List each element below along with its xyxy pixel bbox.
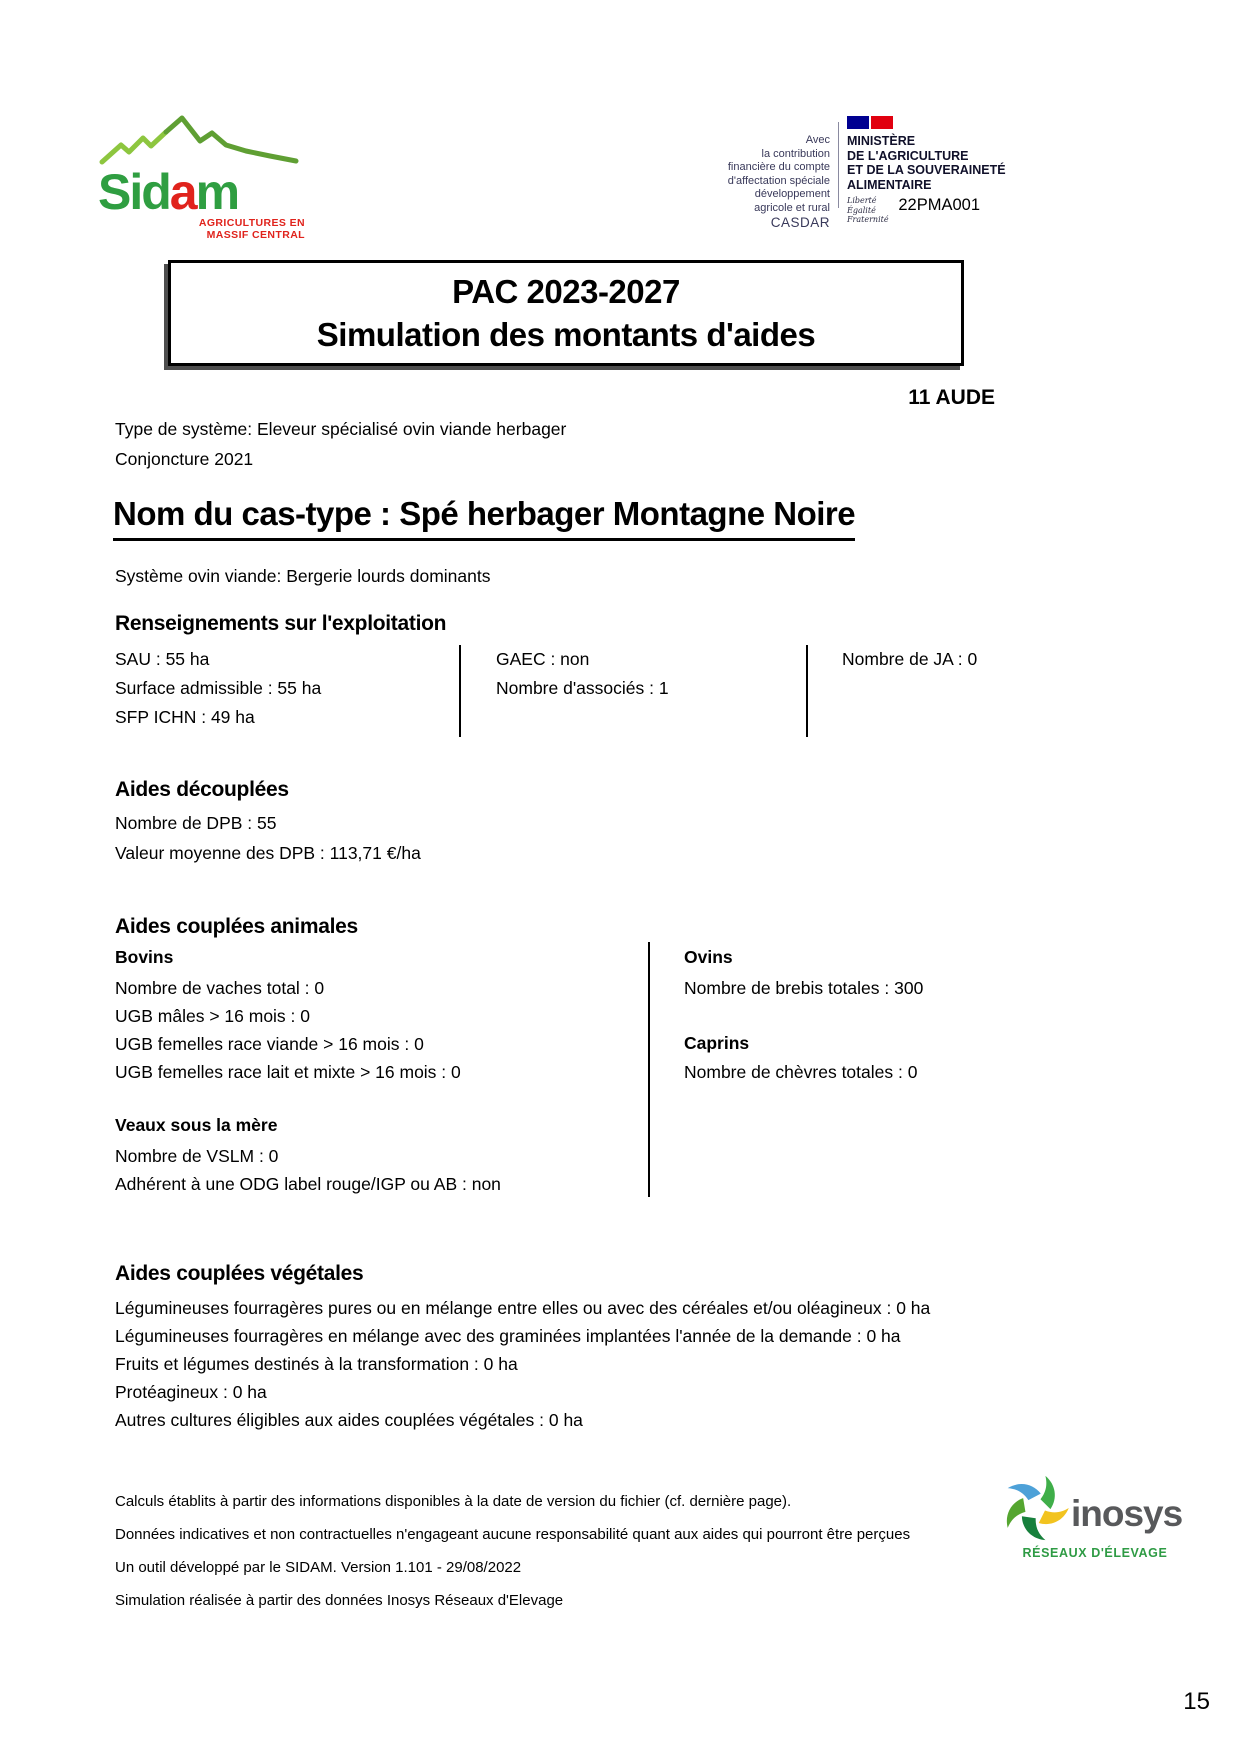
inosys-subtitle: RÉSEAUX D'ÉLEVAGE (1022, 1546, 1168, 1560)
casdar-line: la contribution (761, 147, 830, 160)
conjoncture-line: Conjoncture 2021 (115, 449, 254, 469)
column-divider (648, 942, 650, 1197)
odg-adhesion: Adhérent à une ODG label rouge/IGP ou AB : non (115, 1174, 501, 1194)
casdar-line: développement (754, 188, 830, 200)
mountain-ridge-icon (98, 112, 303, 170)
exploitation-column-1 (115, 648, 321, 735)
ja-value: Nombre de JA : 0 (842, 649, 978, 669)
legumineuses-pures: Légumineuses fourragères pures ou en mélange entre elles ou avec des céréales et/ou oléagineux : 0 ha (115, 1298, 931, 1318)
casdar-acronym: CASDAR (770, 215, 830, 230)
inosys-pinwheel-icon (995, 1468, 1075, 1548)
sidam-tagline-line2: MASSIF CENTRAL (206, 229, 305, 241)
casdar-line: d'affectation spéciale (727, 174, 830, 187)
document-title-line1: PAC 2023-2027 (452, 273, 680, 310)
dpb-average-value: Valeur moyenne des DPB : 113,71 €/ha (115, 843, 421, 863)
footer-note-1: Calculs établits à partir des informations disponibles à la date de version du fichier (cf. dernière page). (115, 1493, 792, 1510)
autres-cultures: Autres cultures éligibles aux aides couplées végétales : 0 ha (115, 1410, 583, 1430)
column-divider (459, 645, 461, 737)
legumineuses-melange: Légumineuses fourragères en mélange avec des graminées implantées l'année de la demande : 0 ha (115, 1326, 901, 1346)
exploitation-column-3 (842, 648, 977, 670)
ugb-males: UGB mâles > 16 mois : 0 (115, 1006, 311, 1026)
page-number: 15 (1183, 1688, 1210, 1715)
sidam-tagline (98, 217, 313, 241)
ugb-femelles-lait: UGB femelles race lait et mixte > 16 mois : 0 (115, 1062, 461, 1082)
proteagineux: Protéagineux : 0 ha (115, 1382, 267, 1402)
veaux-subtitle: Veaux sous la mère (115, 1115, 278, 1135)
french-flag-icon (847, 116, 1007, 129)
ministry-name (847, 134, 1007, 192)
casdar-line: Avec (805, 134, 830, 146)
ministry-name-line: MINISTÈRE (847, 134, 916, 148)
casdar-line: financière du compte (727, 161, 830, 173)
vslm-count: Nombre de VSLM : 0 (115, 1146, 279, 1166)
brebis-count: Nombre de brebis totales : 300 (684, 978, 924, 998)
sidam-wordmark-post: m (195, 164, 239, 220)
ministry-name-line: ALIMENTAIRE (847, 177, 932, 192)
fruits-legumes: Fruits et légumes destinés à la transformation : 0 ha (115, 1354, 518, 1374)
document-title-line2: Simulation des montants d'aides (316, 316, 816, 353)
ministry-name-line: DE L'AGRICULTURE (847, 148, 969, 163)
bovins-subtitle: Bovins (115, 947, 174, 967)
footer-note-3: Un outil développé par le SIDAM. Version 1.101 - 29/08/2022 (115, 1559, 522, 1576)
sidam-wordmark (98, 164, 313, 220)
sidam-logo (98, 112, 313, 241)
region-label: 11 AUDE (908, 386, 995, 409)
sidam-wordmark-accent: a (169, 164, 196, 220)
reference-code: 22PMA001 (898, 196, 980, 214)
sidam-tagline-line1: AGRICULTURES EN (198, 217, 305, 229)
inosys-wordmark: inosys (1071, 1493, 1183, 1534)
gaec-value: GAEC : non (496, 649, 590, 669)
title-box (168, 260, 964, 366)
system-subtitle: Système ovin viande: Bergerie lourds dominants (115, 566, 491, 586)
sidam-wordmark-pre: Sid (98, 164, 170, 220)
inosys-logo (995, 1468, 1195, 1560)
motto-line: Liberté (847, 196, 877, 205)
section-title-animales: Aides couplées animales (115, 915, 358, 938)
footer-note-2: Données indicatives et non contractuelles n'engageant aucune responsabilité quant aux aides qui pourront être perçues (115, 1526, 911, 1543)
sau-value: SAU : 55 ha (115, 649, 210, 669)
section-title-decouplees: Aides découplées (115, 778, 289, 801)
section-title-vegetales: Aides couplées végétales (115, 1262, 364, 1285)
caprins-subtitle: Caprins (684, 1033, 750, 1053)
surface-admissible-value: Surface admissible : 55 ha (115, 678, 322, 698)
section-title-exploitation: Renseignements sur l'exploitation (115, 612, 447, 635)
motto-line: Fraternité (847, 215, 889, 224)
dpb-count: Nombre de DPB : 55 (115, 813, 277, 833)
associes-value: Nombre d'associés : 1 (496, 678, 669, 698)
exploitation-column-2 (496, 648, 669, 706)
footer-note-4: Simulation réalisée à partir des données Inosys Réseaux d'Elevage (115, 1592, 564, 1609)
vaches-total: Nombre de vaches total : 0 (115, 978, 325, 998)
cas-type-title: Nom du cas-type : Spé herbager Montagne Noire (113, 495, 855, 541)
sfp-ichn-value: SFP ICHN : 49 ha (115, 707, 255, 727)
column-divider (806, 645, 808, 737)
casdar-line: agricole et rural (754, 201, 830, 214)
motto-line: Égalité (847, 205, 876, 215)
ugb-femelles-viande: UGB femelles race viande > 16 mois : 0 (115, 1034, 424, 1054)
chevres-count: Nombre de chèvres totales : 0 (684, 1062, 918, 1082)
ministry-name-line: ET DE LA SOUVERAINETÉ (847, 163, 1006, 177)
system-type-line: Type de système: Eleveur spécialisé ovin viande herbager (115, 419, 567, 439)
ovins-subtitle: Ovins (684, 947, 733, 967)
